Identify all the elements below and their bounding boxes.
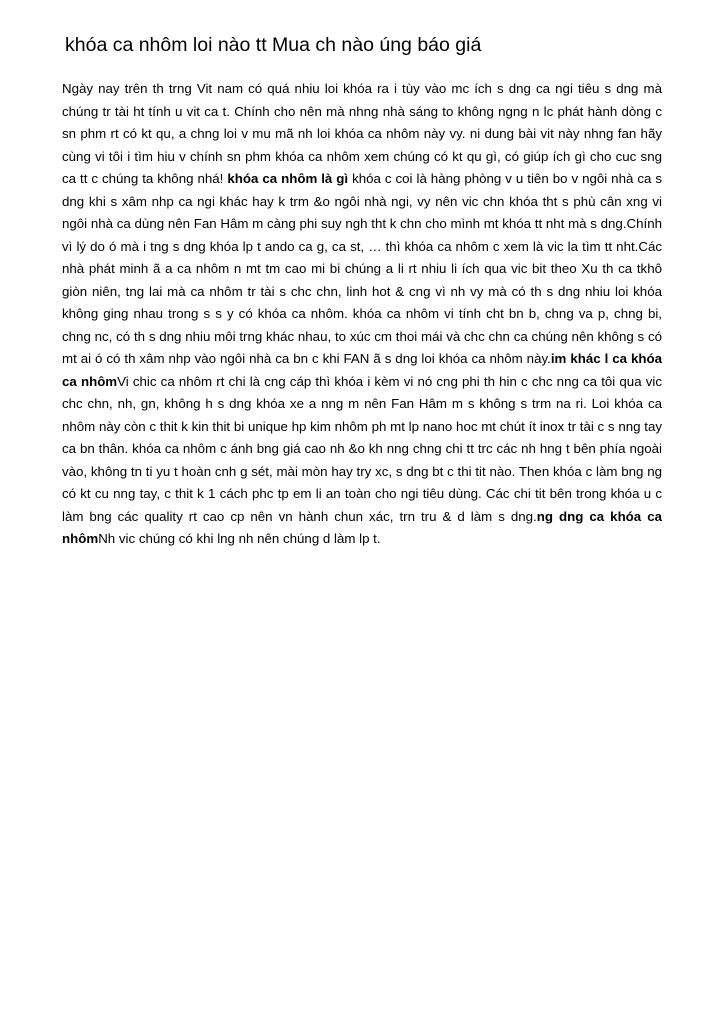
body-text: khóa c coi là hàng phòng v u tiên bo v ngôi nhà ca s dng khi s xâm nhp ca ngi khác hay k trm &o ngôi nhà ngi, vy nên vic chn khóa tht s phù cân xng vi ngôi nhà ca dùng nên Fan Hâm m càng phi suy ngh tht k chn cho mình mt khóa tt nht mà s dng.Chính vì lý do ó mà i tng s dng khóa lp t ando ca g, ca st, … thì khóa ca nhôm c xem là vic la tìm tt nht.Các nhà phát minh ã a ca nhôm n mt tm cao mi bi chúng a li rt nhiu li ích qua vic bit theo Xu th ca tkhô giòn niên, tng lai mà ca nhôm tr tài s chc chn, linh hot & cng vì nh vy mà có th s dng nhiu loi khóa không ging nhau trong s s y có khóa ca nhôm. khóa ca nhôm vi tính cht bn b, chng va p, chng bi, chng nc, có th s dng nhiu môi trng khác nhau, to xúc cm thoi mái và chc chn ca chúng nên không s có mt ai ó có th xâm nhp vào ngôi nhà ca bn c khi FAN ã s dng loi khóa ca nhôm này. bbox=[62, 171, 662, 366]
body-text: Vi chic ca nhôm rt chi là cng cáp thì khóa i kèm vi nó cng phi th hin c chc nng ca tôi qua vic chc chn, nh, gn, không h s dng khóa xe a nng m nên Fan Hâm m s không s trm na ri. Loi khóa ca nhôm này còn c thit k kin thit bi unique hp kim nhôm ph mt lp nano hoc mt chút ít inox tr tài c s nng tay ca bn thân. khóa ca nhôm c ánh bng giá cao nh &o kh nng chng chi tt trc các nh hng t bên phía ngoài vào, không tn ti yu t hoàn cnh g sét, mài mòn hay try xc, s dng bt c thi tit nào. Then khóa c làm bng ng có kt cu nng tay, c thit k 1 cách phc tp em li an toàn cho ngi tiêu dùng. Các chi tit bên trong khóa u c làm bng các quality rt cao cp nên vn hành chun xác, trn tru & d làm s dng. bbox=[62, 373, 662, 524]
section-heading-features: im khác l ca khóa ca nhôm bbox=[62, 351, 662, 389]
body-text: Nh vic chúng có khi lng nh nên chúng d làm lp t. bbox=[98, 531, 381, 546]
document-body bbox=[62, 78, 662, 551]
body-text: Ngày nay trên th trng Vit nam có quá nhiu loi khóa ra i tùy vào mc ích s dng ca ngi tiêu s dng mà chúng tr tài ht tính u vit ca t. Chính cho nên mà nhng nhà sáng to không ngng n lc phát hành dòng c sn phm rt có kt qu, a chng loi v mu mã nh loi khóa ca nhôm này vy. ni dung bài vit này nhng fan hãy cùng vi tôi i tìm hiu v chính sn phm khóa ca nhôm xem chúng có kt qu gì, có giúp ích gì cho cuc sng ca tt c chúng ta không nhá! bbox=[62, 81, 662, 186]
section-heading-applications: ng dng ca khóa ca nhôm bbox=[62, 508, 663, 546]
document-title: khóa ca nhôm loi nào tt Mua ch nào úng báo giá bbox=[65, 34, 482, 56]
section-heading-what-is: khóa ca nhôm là gì bbox=[227, 171, 349, 186]
